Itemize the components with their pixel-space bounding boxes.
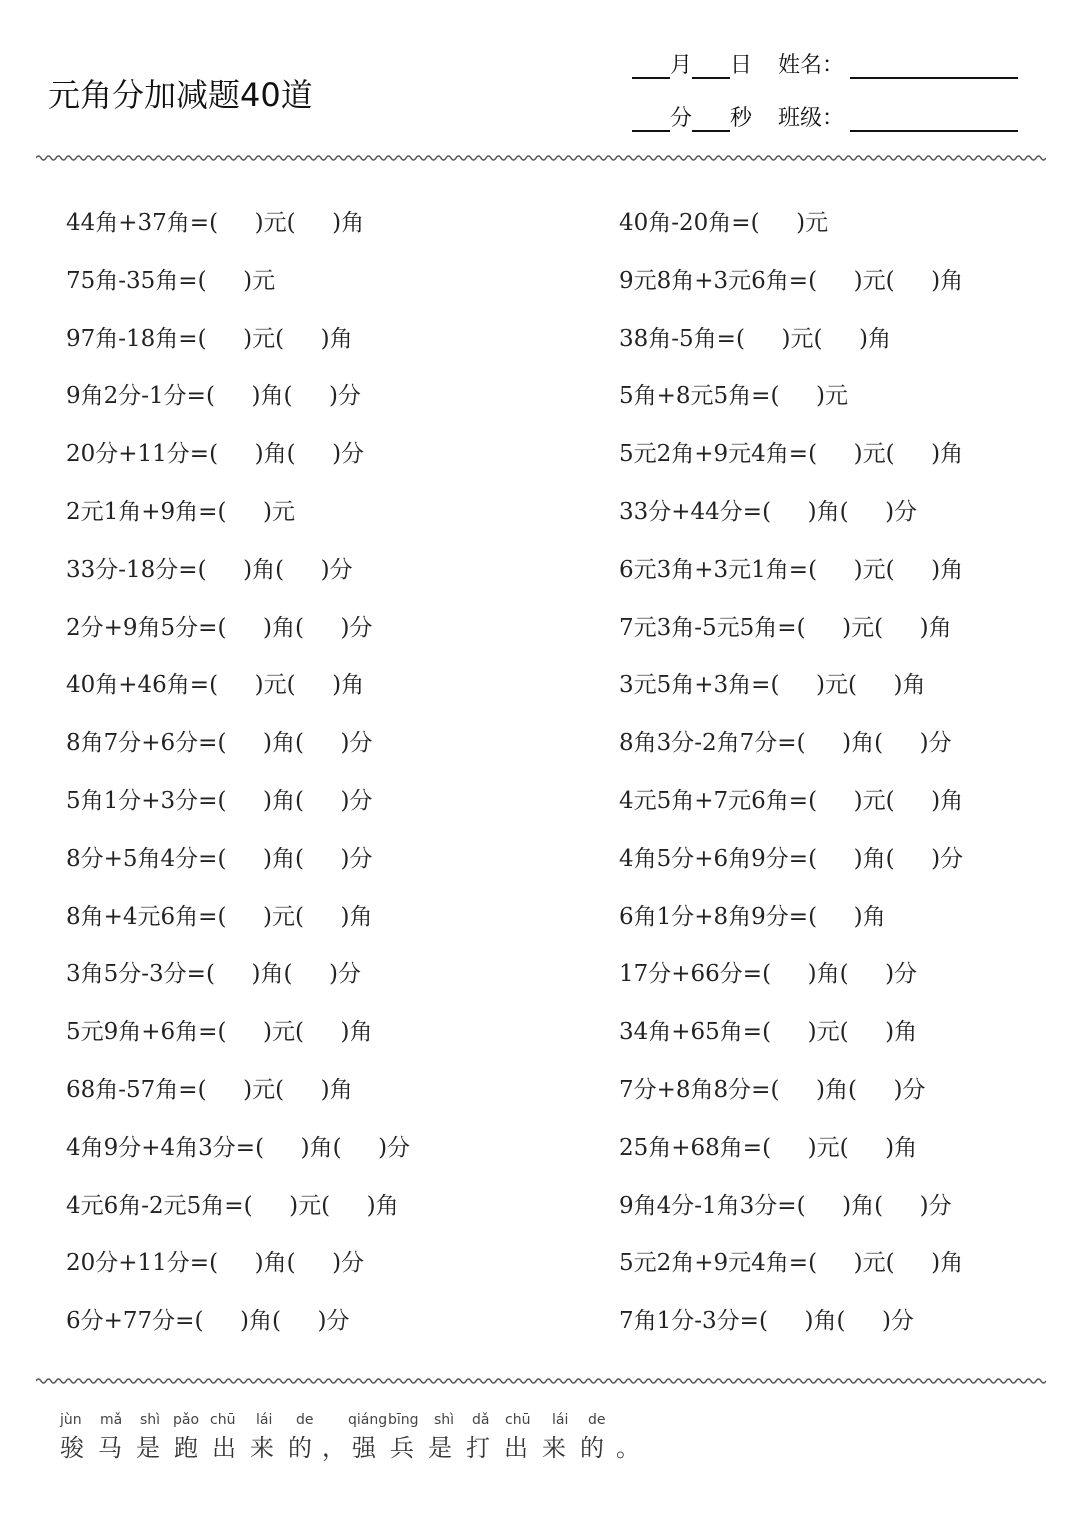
problem-right-2: 9元8角+3元6角=( )元( )角 [619, 267, 964, 294]
problem-right-14: 17分+66分=( )角( )分 [619, 961, 918, 988]
problem-right-6: 33分+44分=( )角( )分 [619, 499, 918, 525]
proverb-pinyin-syllable: lái [552, 1412, 569, 1428]
proverb-char: 马 [98, 1434, 122, 1462]
day-label: 日 [730, 53, 753, 78]
month-blank[interactable] [632, 55, 670, 79]
minute-label: 分 [670, 106, 693, 131]
problem-left-20: 6分+77分=( )角( )分 [66, 1308, 350, 1335]
proverb-pinyin-syllable: pǎo [173, 1412, 200, 1428]
problem-left-8: 2分+9角5分=( )角( )分 [66, 614, 373, 641]
proverb-pinyin-syllable: bīng [388, 1412, 419, 1428]
proverb-pinyin-syllable: mǎ [100, 1412, 123, 1428]
proverb-char: 强 [352, 1434, 376, 1462]
problem-right-20: 7角1分-3分=( )角( )分 [619, 1308, 914, 1335]
problem-left-19: 20分+11分=( )角( )分 [66, 1250, 365, 1277]
problem-right-17: 25角+68角=( )元( )角 [619, 1134, 918, 1161]
proverb-char: 来 [250, 1434, 274, 1462]
proverb-char: 。 [616, 1434, 640, 1462]
problem-left-5: 20分+11分=( )角( )分 [66, 441, 365, 468]
problem-left-6: 2元1角+9角=( )元 [66, 499, 295, 525]
problem-left-9: 40角+46角=( )元( )角 [66, 672, 365, 699]
problem-left-16: 68角-57角=( )元( )角 [66, 1077, 353, 1103]
proverb-pinyin-syllable: jùn [60, 1412, 82, 1428]
proverb-pinyin-syllable: chū [505, 1412, 531, 1428]
class-blank[interactable] [850, 108, 1018, 132]
proverb-char: 兵 [390, 1434, 414, 1462]
proverb-char: 骏 [60, 1434, 84, 1462]
proverb-char: 来 [542, 1434, 566, 1462]
proverb-char: 跑 [174, 1434, 198, 1462]
problem-left-13: 8角+4元6角=( )元( )角 [66, 903, 373, 930]
proverb-char: 的 [580, 1434, 604, 1462]
minute-blank[interactable] [632, 108, 670, 132]
name-blank[interactable] [850, 55, 1018, 79]
problem-right-16: 7分+8角8分=( )角( )分 [619, 1077, 926, 1103]
worksheet-title: 元角分加减题40道 [48, 76, 313, 114]
problem-left-2: 75角-35角=( )元 [66, 267, 276, 294]
problem-left-17: 4角9分+4角3分=( )角( )分 [66, 1134, 411, 1161]
problem-right-18: 9角4分-1角3分=( )角( )分 [619, 1192, 952, 1219]
problem-left-4: 9角2分-1分=( )角( )分 [66, 383, 361, 410]
problem-left-1: 44角+37角=( )元( )角 [66, 210, 365, 236]
proverb-char: 是 [428, 1434, 452, 1462]
problem-left-3: 97角-18角=( )元( )角 [66, 325, 353, 352]
problem-right-4: 5角+8元5角=( )元 [619, 383, 848, 410]
second-label: 秒 [730, 106, 753, 131]
second-blank[interactable] [692, 108, 730, 132]
problem-right-5: 5元2角+9元4角=( )元( )角 [619, 441, 964, 468]
proverb-char: 出 [212, 1434, 236, 1462]
proverb-char: 的 [288, 1434, 312, 1462]
proverb-pinyin-syllable: shì [140, 1412, 161, 1428]
problem-right-19: 5元2角+9元4角=( )元( )角 [619, 1250, 964, 1277]
proverb-char: ， [322, 1434, 346, 1462]
proverb-pinyin-syllable: chū [210, 1412, 236, 1428]
month-label: 月 [670, 53, 693, 78]
problem-left-14: 3角5分-3分=( )角( )分 [66, 961, 361, 988]
problem-right-15: 34角+65角=( )元( )角 [619, 1019, 918, 1046]
problem-left-10: 8角7分+6分=( )角( )分 [66, 730, 373, 757]
proverb-pinyin-syllable: dǎ [472, 1412, 490, 1428]
proverb-pinyin-syllable: shì [434, 1412, 455, 1428]
problem-right-8: 7元3角-5元5角=( )元( )角 [619, 614, 952, 641]
problem-right-1: 40角-20角=( )元 [619, 210, 829, 236]
class-label: 班级： [778, 106, 845, 131]
problem-left-18: 4元6角-2元5角=( )元( )角 [66, 1192, 399, 1219]
problem-right-11: 4元5角+7元6角=( )元( )角 [619, 788, 964, 814]
problem-right-10: 8角3分-2角7分=( )角( )分 [619, 730, 952, 757]
bottom-wavy-divider [36, 1376, 1046, 1386]
proverb-pinyin-syllable: lái [256, 1412, 273, 1428]
problem-right-12: 4角5分+6角9分=( )角( )分 [619, 845, 964, 872]
proverb-char: 是 [136, 1434, 160, 1462]
problem-right-9: 3元5角+3角=( )元( )角 [619, 672, 926, 699]
problem-right-7: 6元3角+3元1角=( )元( )角 [619, 556, 964, 583]
problem-left-12: 8分+5角4分=( )角( )分 [66, 845, 373, 872]
problem-right-3: 38角-5角=( )元( )角 [619, 325, 891, 352]
date-name-row [632, 48, 1018, 79]
top-wavy-divider [36, 153, 1046, 163]
proverb-pinyin-syllable: de [296, 1412, 314, 1428]
problem-left-7: 33分-18分=( )角( )分 [66, 556, 353, 583]
time-class-row [632, 101, 1018, 132]
problem-right-13: 6角1分+8角9分=( )角 [619, 903, 886, 930]
proverb-pinyin-syllable: qiáng [348, 1412, 388, 1428]
problem-left-15: 5元9角+6角=( )元( )角 [66, 1019, 373, 1046]
day-blank[interactable] [692, 55, 730, 79]
proverb-char: 出 [504, 1434, 528, 1462]
proverb-char: 打 [466, 1434, 490, 1462]
name-label: 姓名： [778, 53, 845, 78]
problem-left-11: 5角1分+3分=( )角( )分 [66, 788, 373, 814]
proverb-pinyin-syllable: de [588, 1412, 606, 1428]
